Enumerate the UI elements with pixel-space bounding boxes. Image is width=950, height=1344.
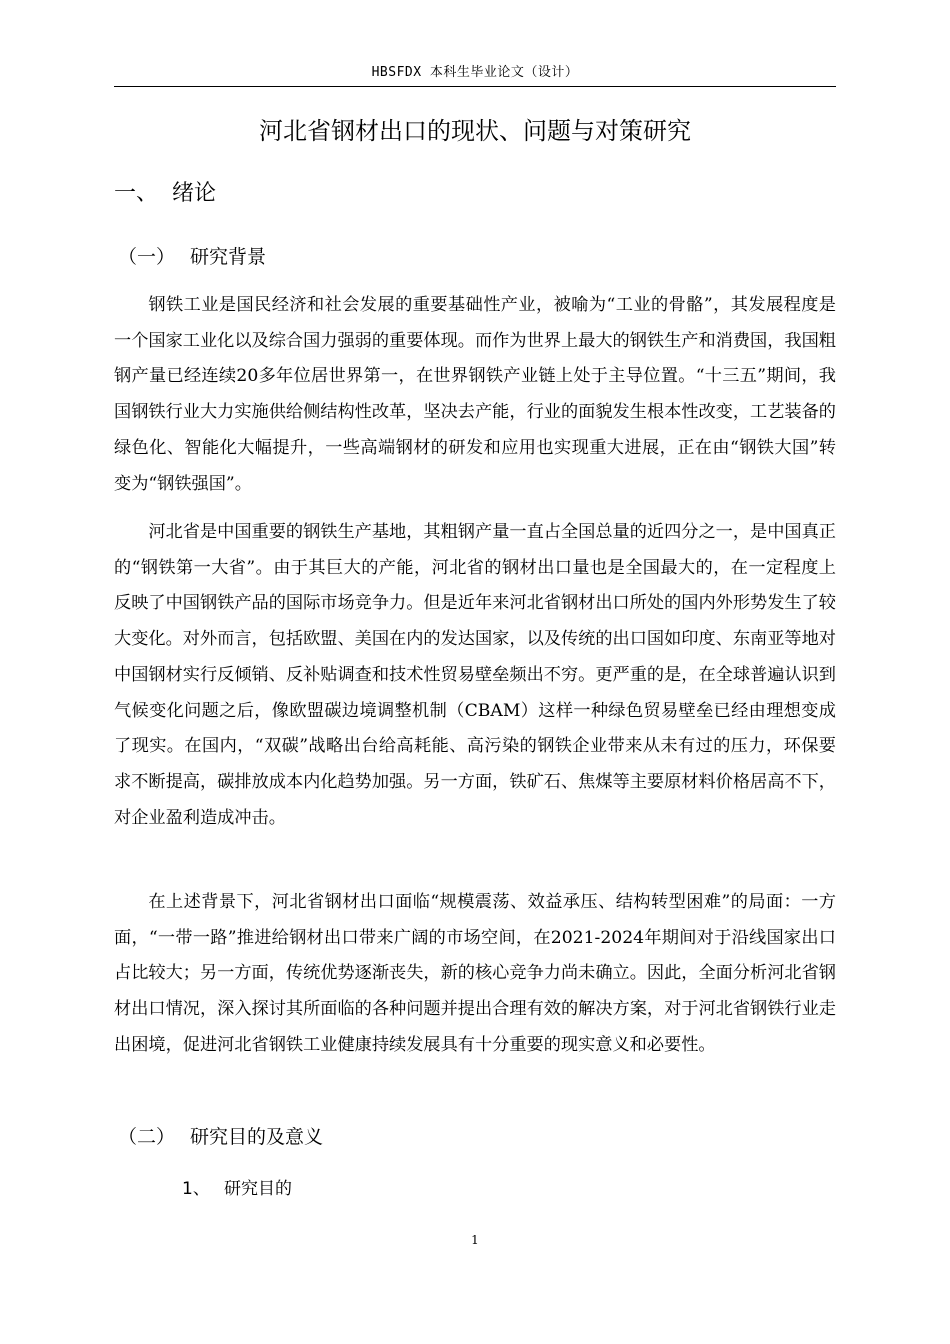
section-title: 研究目的及意义: [190, 1126, 324, 1148]
header-rule: [114, 86, 836, 87]
section-number: （二）: [118, 1126, 176, 1148]
subsection-number: 1、: [182, 1179, 210, 1199]
paragraph-1: 钢铁工业是国民经济和社会发展的重要基础性产业，被喻为“工业的骨骼”，其发展程度是一个国家工业化以及综合国力强弱的重要体现。而作为世界上最大的钢铁生产和消费国，我国粗钢产量已经连续20多年位居世界第一，在世界钢铁产业链上处于主导位置。“十三五”期间，我国钢铁行业大力实施供给侧结构性改革，坚决去产能，行业的面貌发生根本性改变，工艺装备的绿色化、智能化大幅提升，一些高端钢材的研发和应用也实现重大进展，正在由“钢铁大国”转变为“钢铁强国”。: [114, 295, 836, 494]
document-title: 河北省钢材出口的现状、问题与对策研究: [259, 117, 691, 145]
paragraph-2: 河北省是中国重要的钢铁生产基地，其粗钢产量一直占全国总量的近四分之一，是中国真正的“钢铁第一大省”。由于其巨大的产能，河北省的钢材出口量也是全国最大的，在一定程度上反映了中国钢铁产品的国际市场竞争力。但是近年来河北省钢材出口所处的国内外形势发生了较大变化。对外而言，包括欧盟、美国在内的发达国家，以及传统的出口国如印度、东南亚等地对中国钢材实行反倾销、反补贴调查和技术性贸易壁垒频出不穷。更严重的是，在全球普遍认识到气候变化问题之后，像欧盟碳边境调整机制（CBAM）这样一种绿色贸易壁垒已经由理想变成了现实。在国内，“双碳”战略出台给高耗能、高污染的钢铁企业带来从未有过的压力，环保要求不断提高，碳排放成本内化趋势加强。另一方面，铁矿石、焦煤等主要原材料价格居高不下，对企业盈利造成冲击。: [114, 522, 836, 828]
section-number: （一）: [118, 246, 176, 268]
chapter-heading: [114, 178, 216, 210]
section-title: 研究背景: [190, 246, 267, 268]
page-number: 1: [471, 1233, 479, 1247]
section-heading-background: [118, 243, 266, 271]
section-heading-purpose: [118, 1123, 323, 1151]
running-header: HBSFDX 本科生毕业论文（设计）: [371, 65, 579, 80]
paragraph-3: 在上述背景下，河北省钢材出口面临“规模震荡、效益承压、结构转型困难”的局面：一方面，“一带一路”推进给钢材出口带来广阔的市场空间，在2021-2024年期间对于沿线国家出口占比较大；另一方面，传统优势逐渐丧失，新的核心竞争力尚未确立。因此，全面分析河北省钢材出口情况，深入探讨其所面临的各种问题并提出合理有效的解决方案，对于河北省钢铁行业走出困境，促进河北省钢铁工业健康持续发展具有十分重要的现实意义和必要性。: [114, 892, 836, 1055]
chapter-number: 一、: [114, 181, 159, 206]
subsection-title: 研究目的: [224, 1179, 292, 1199]
subsection-heading: [182, 1176, 292, 1202]
chapter-title: 绪论: [172, 181, 217, 206]
